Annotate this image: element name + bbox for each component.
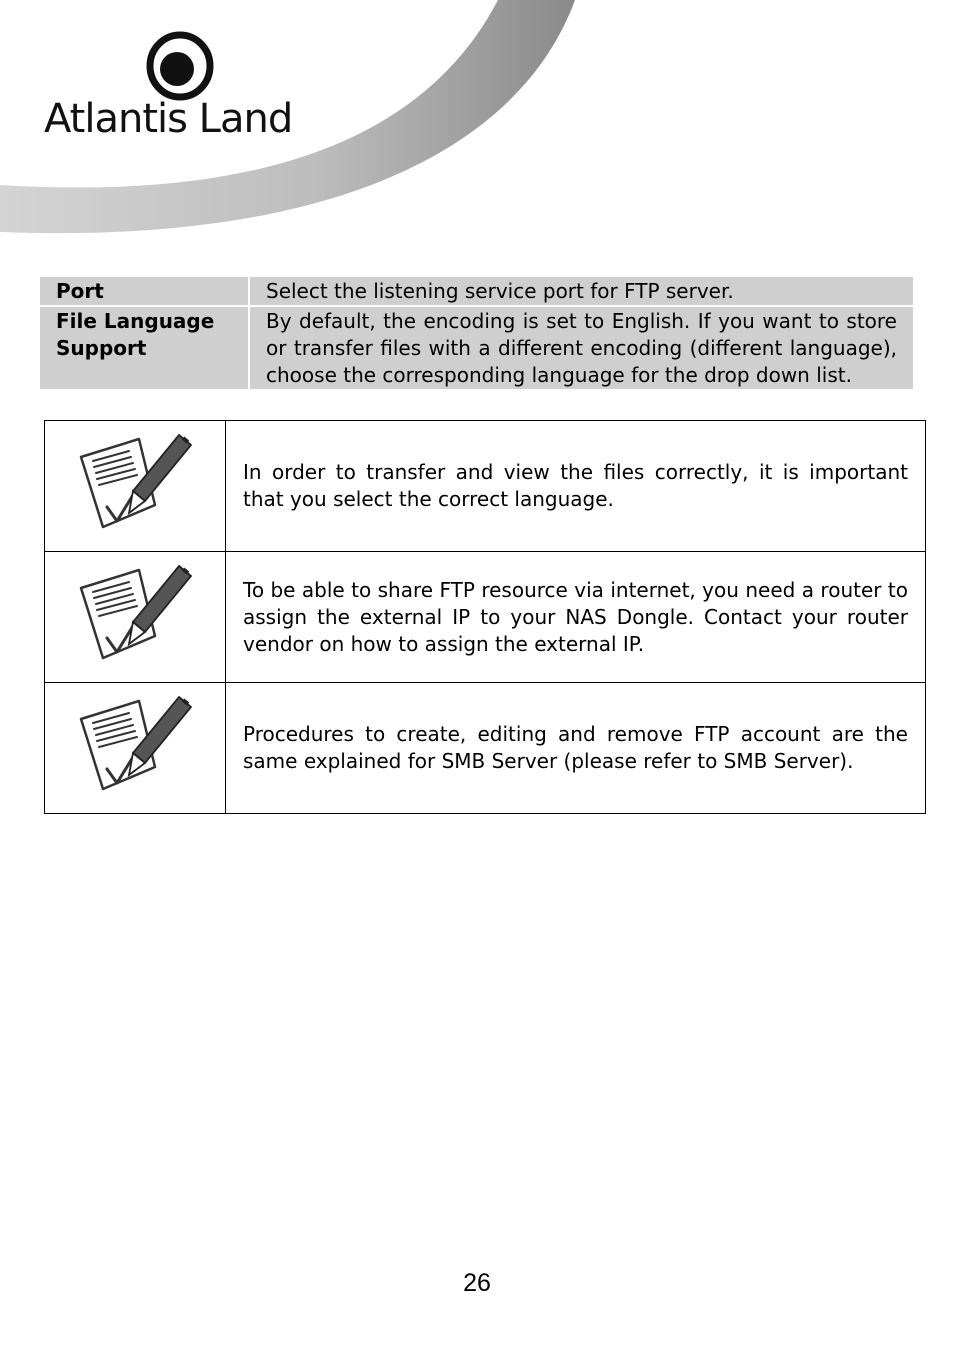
param-description: Select the listening service port for FTP server. [250,277,913,305]
notes-table [44,420,926,814]
note-check-pencil-icon [75,431,195,541]
note-row [45,421,926,552]
note-check-pencil-icon [75,693,195,803]
logo-ring-icon [144,30,216,102]
note-icon-cell [45,683,226,814]
page-number: 26 [463,1269,491,1297]
param-name: Port [40,277,250,305]
param-name: File Language Support [40,307,250,389]
logo-text: Atlantis Land [44,96,293,142]
atlantis-land-logo [44,30,314,145]
table-row [40,277,913,305]
note-row [45,683,926,814]
note-icon-cell [45,552,226,683]
param-description: By default, the encoding is set to English. If you want to store or transfer files with a different encoding (different language), choose the corresponding language for the drop down list. [250,307,913,389]
note-text: In order to transfer and view the files correctly, it is important that you select the correct language. [226,421,926,552]
note-icon-cell [45,421,226,552]
note-check-pencil-icon [75,562,195,672]
note-row [45,552,926,683]
ftp-parameters-table [40,275,913,391]
note-text: Procedures to create, editing and remove FTP account are the same explained for SMB Server (please refer to SMB Server). [226,683,926,814]
table-row [40,307,913,389]
note-text: To be able to share FTP resource via internet, you need a router to assign the external IP to your NAS Dongle. Contact your router vendor on how to assign the external IP. [226,552,926,683]
